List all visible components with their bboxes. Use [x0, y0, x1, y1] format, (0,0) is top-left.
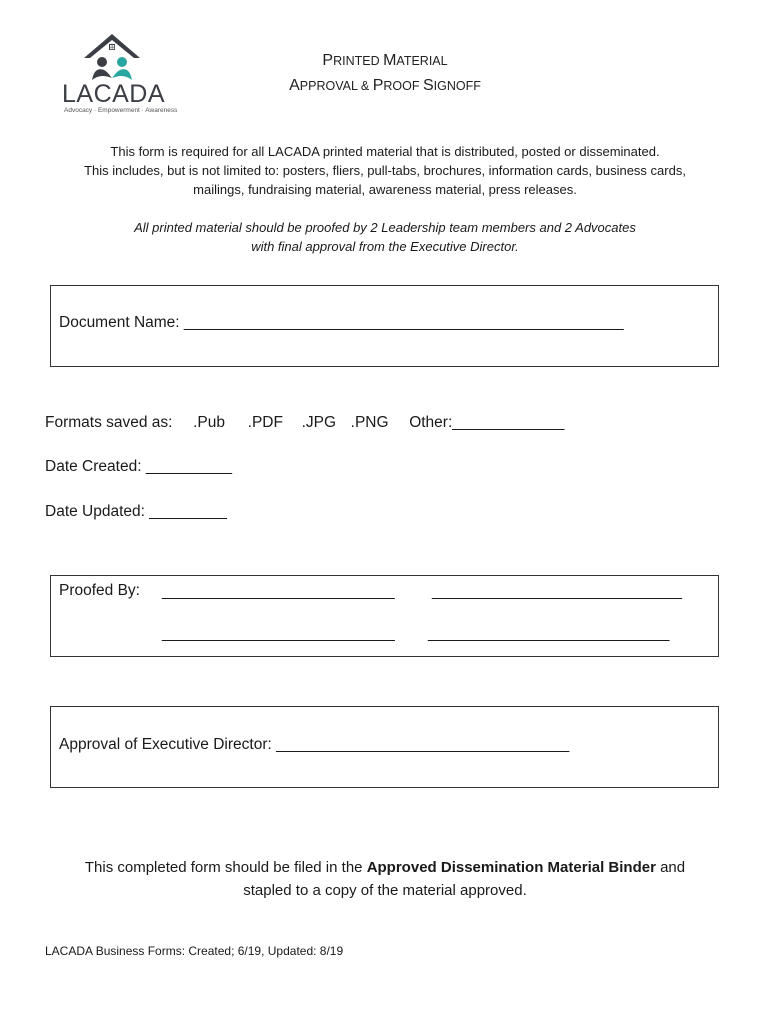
format-option-jpg[interactable]: .JPG — [301, 414, 337, 431]
intro-italic-note: All printed material should be proofed by 2 Leadership team members and 2 Advocates with final approval from the Executive Director. — [134, 220, 636, 254]
logo-wordmark: LACADA — [62, 80, 166, 108]
date-updated-field[interactable]: Date Updated: _________ — [45, 503, 227, 520]
formats-row — [45, 414, 564, 432]
proofer-1-signature[interactable]: ___________________________ — [162, 583, 395, 600]
intro-text: This form is required for all LACADA printed material that is distributed, posted or disseminated. This includes, but is not limited to: posters, fliers, pull-tabs, brochures, information cards, business cards, mailings, fundraising material, awareness material, press releases. — [84, 144, 686, 197]
proofer-4-signature[interactable]: ____________________________ — [428, 625, 670, 642]
filing-instructions: This completed form should be filed in the Approved Dissemination Material Binder and stapled to a copy of the material approved. — [84, 859, 686, 899]
title-line-1: PRINTED MATERIAL — [322, 52, 448, 69]
date-created-field[interactable]: Date Created: __________ — [45, 458, 233, 475]
proofer-2-signature[interactable]: _____________________________ — [432, 583, 682, 600]
format-option-pub[interactable]: .Pub — [193, 414, 226, 431]
proofer-3-signature[interactable]: ___________________________ — [162, 625, 395, 642]
logo-tagline: Advocacy · Empowerment · Awareness — [64, 107, 178, 114]
document-name-field[interactable]: Document Name: ___________________________________________________ — [59, 314, 624, 331]
executive-director-approval-field[interactable]: Approval of Executive Director: __________________________________ — [59, 736, 570, 753]
title-line-2: APPROVAL & PROOF SIGNOFF — [289, 77, 481, 94]
formats-label: Formats saved as: — [45, 414, 173, 431]
format-other-field[interactable]: Other:_____________ — [409, 414, 565, 431]
format-option-png[interactable]: .PNG — [350, 414, 389, 431]
proofed-by-label: Proofed By: — [59, 582, 140, 599]
form-footer: LACADA Business Forms: Created; 6/19, Updated: 8/19 — [45, 944, 344, 958]
format-option-pdf[interactable]: .PDF — [247, 414, 283, 431]
binder-name: Approved Dissemination Material Binder — [366, 859, 656, 876]
lacada-logo — [58, 32, 178, 114]
